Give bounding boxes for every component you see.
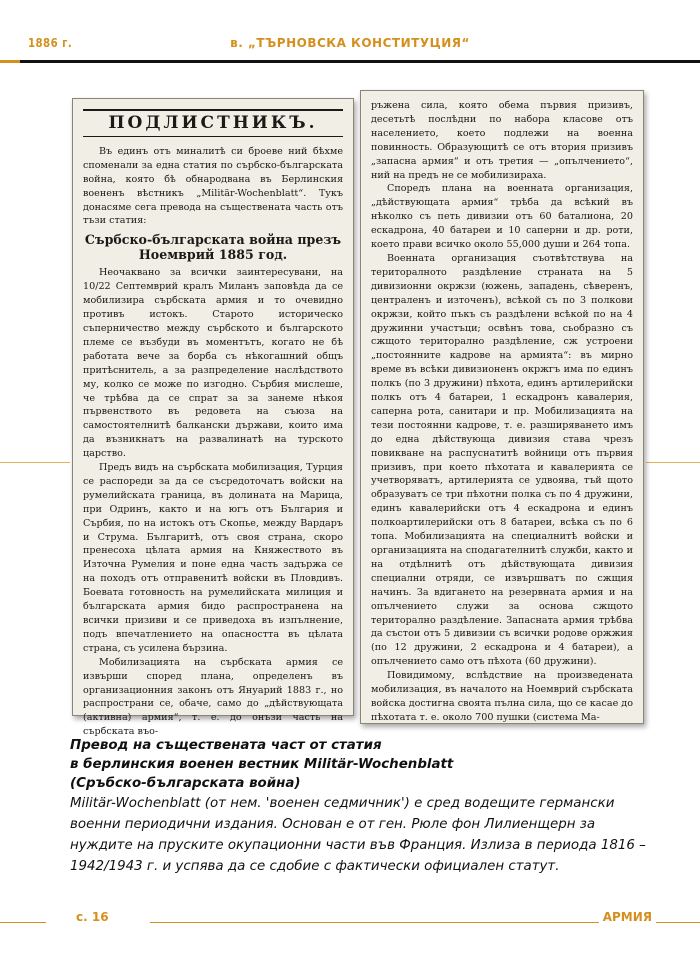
guide-line-top [0,462,70,463]
footer-publication-name: АРМИЯ [599,910,656,924]
clipping-paragraph: Повидимому, вслѣдствие на произведената мобилизация, въ началото на Ноемврий сърбската войска достигна своята пълна сила, що се касае до пѣхотата т. е. около 700 пушки (система Ма- [371,670,633,723]
caption-title-line: в берлинския военен вестник Militär-Wochenblatt [70,757,454,772]
newspaper-clipping-right [360,90,644,724]
clipping-intro: Въ единъ отъ миналитѣ си броеве ний бѣхме споменали за една статия по сърбско-българската война, която бѣ обнародвана въ Берлинския воененъ вѣстникъ „Militär-Wochenblatt“. Тукъ донасяме сега превода на съществената часть отъ тъзи статия: [83,145,343,227]
caption-title [70,736,630,793]
header-year: 1886 г. [28,36,73,50]
newspaper-clipping-left [72,98,354,738]
header-rule [20,60,700,63]
clipping-paragraph: ръжена сила, която обема първия призивъ, десетьтѣ послѣдни по набора класове отъ населението, което подлежи на военна повинность. Образующитѣ се отъ втория призивъ „запасна армия“ и отъ третия — „опълчението“, ний на предъ не се мобилизираха. [371,100,633,181]
clipping-heading: Сърбско-българската война презъ Ноемврий 1885 год. [84,232,342,263]
guide-line-top-right [646,462,700,463]
caption-body: Militär-Wochenblatt (от нем. 'военен седмичник') е сред водещите германски военни периодични издания. Основан е от ген. Рюле фон Лилиенщерн за нуждите на пруските окупационни части във Франция. Излиза в периода 1816 – 1942/1943 г. и успява да се сдобие с фактически официален статут. [70,796,646,874]
header-section-title: в. „ТЪРНОВСКА КОНСТИТУЦИЯ“ [230,36,470,50]
clipping-paragraph: Неочаквано за всички заинтересувани, на 10/22 Септемврий кралъ Миланъ заповѣда да се мобилизира сърбската армия и то очевидно противъ истокъ. Старото историческо съперничество между сърбското и българското племе се възбуди въ моментътъ, когато не бѣ работата вече за борба съ нѣкогашний общъ притѣснитель, а за разпределение наслѣдството му, колко се може по изгодно. Сърбия мислеше, че трѣбва да се спрат за за занеме нѣкоя първенството въ редовета на съюза на самостоятелнитѣ балкански държави, които има да възникнатъ на развалинатѣ на турското царство. [83,267,343,460]
caption-title-line: Превод на съществената част от статия [70,738,382,753]
header-rule-accent [0,60,20,63]
caption-title-line: (Сръбско-българската война) [70,776,301,791]
clipping-paragraph: Предъ видъ на сърбската мобилизация, Турция се распореди за да се съсредоточатъ войски на румелийската граница, въ долината на Марица, при Одринъ, както и на югъ отъ България и Сърбия, по на истокъ отъ Скопье, между Вардаръ и Струма. Българитѣ, отъ своя страна, скоро пренесоха цѣлата армия на Княжеството въ Източна Румелия и поне една часть задържа се на походъ отъ отправенитѣ войски въ Пловдивъ. Боевата готовность на румелийската милиция и българската армия бидо распространена на всички призиви и се приведоха въ изпълнение, подъ впечатлението на опасността въ цѣлата страна, съ усилена бързина. [83,462,343,654]
footer-page-number: с. 16 [72,910,113,924]
clipping-paragraph: Военната организация съотвѣтствува на територалното раздѣление страната на 5 дивизионни окржзи (южень, западень, сѣверенъ, централенъ и източенъ), всѣкой съ по 3 полкови окржзи, който пъкъ съ раздѣлени всѣкой по на 4 дружинни участъци; освѣнъ това, сьобразно съ сжщото територално раздѣление, сж устроени „постоянните кадрове на армията“: въ мирно време въ всѣки дивизионенъ окржгъ има по единъ полкъ (по 3 дружини) пѣхота, единъ артилерийски полкъ отъ 4 батареи, 1 ескадронъ кавалерия, саперна рота, санитари и пр. Мобилизацията на тези постоянни кадрове, т. е. разширяването имъ до една дѣйствующа дивизия става чрезъ повикване на распуснатитѣ войници отъ първия призивъ, при което пѣхотата и кавалерията се учетворяватъ, артилерията се удвоява, тъй щото образуватъ се три пѣхотни полка съ по 4 дружини, единъ кавалерийски отъ 4 ескадрона и единъ полкоартилерийски отъ 8 батареи, всѣка съ по 6 топа. Мобилизацията на специалнитѣ войски и организацията на сподагателнитѣ служби, както и на отдѣлнитѣ отъ дѣйствующата дивизия специални отряди, се извършватъ по сжщия начинъ. За вдигането на резервната армия и на опълчението служи за основа сжщото територално раздѣление. Запасната армия трѣбва да състои отъ 5 дивизии съ всички родове оржжия (по 12 дружини, 2 ескадрона и 4 батареи), а опълчението само отъ пѣхота (60 дружини). [371,252,633,668]
clipping-paragraph: Споредъ плана на военната организация, „дѣйствующата армия“ трѣба да всѣкий въ нѣколко съ петь дивизии отъ 60 баталиона, 20 ескадрона, 40 батареи и 10 саперни и др. роти, което прави всичко около 55,000 души и 264 топа. [371,183,633,251]
clipping-paragraph: Мобилизацията на сърбската армия се извърши според плана, определенъ въ организационния законъ отъ Януарий 1883 г., но распространи се, обаче, само до „дѣйствующата (активна) армия“, т. е. до онъзи часть на сърбската въо- [83,656,343,738]
footer-rule-accent [0,922,46,923]
clipping-masthead: ПОДЛИСТНИКЪ. [83,109,343,137]
